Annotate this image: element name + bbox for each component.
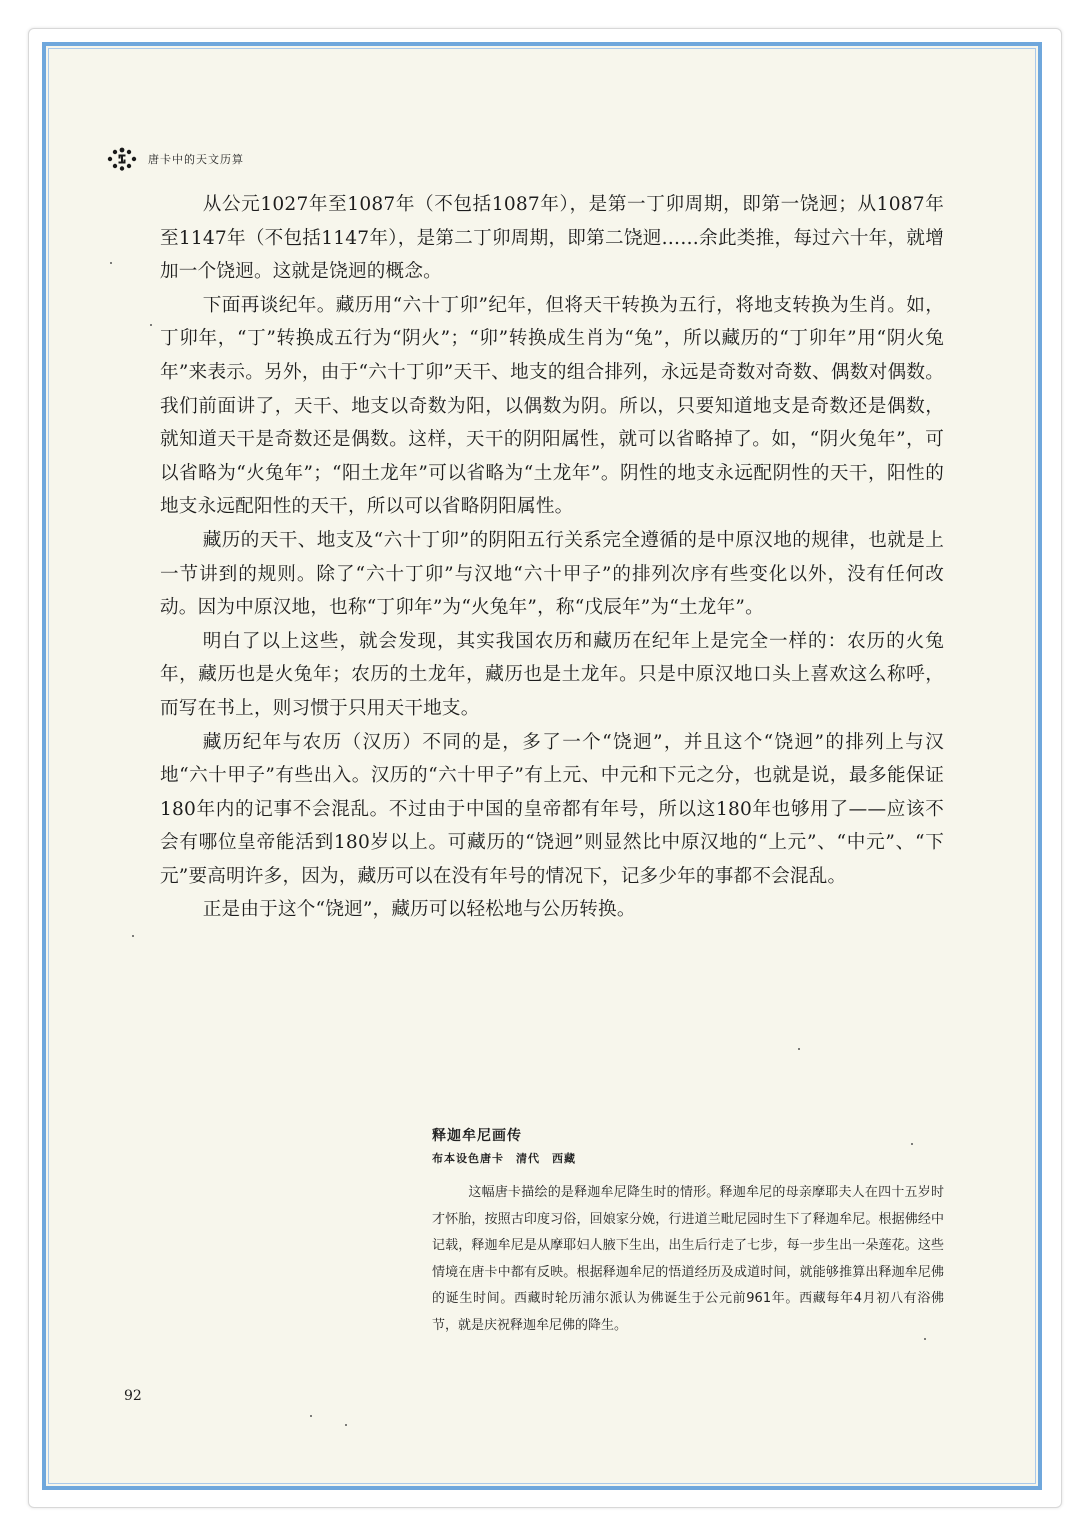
page-number: 92 (124, 1388, 142, 1404)
caption-text: 这幅唐卡描绘的是释迦牟尼降生时的情形。释迦牟尼的母亲摩耶夫人在四十五岁时才怀胎，按照古印度习俗，回娘家分娩，行进道兰毗尼园时生下了释迦牟尼。根据佛经中记载，释迦牟尼是从摩耶妇人腋下生出，出生后行走了七步，每一步生出一朵莲花。这些情境在唐卡中都有反映。根据释迦牟尼的悟道经历及成道时间，就能够推算出释迦牟尼佛的诞生时间。西藏时轮历浦尔派认为佛诞生于公元前961年。西藏每年4月初八有浴佛节，就是庆祝释迦牟尼佛的降生。 (432, 1185, 944, 1333)
paper-speck (150, 324, 152, 326)
running-header-title: 唐卡中的天文历算 (148, 153, 244, 166)
paper-speck (110, 262, 112, 264)
paper-speck (345, 1424, 347, 1426)
paper-speck (924, 1338, 926, 1340)
paper-speck (310, 1415, 312, 1417)
caption-meta: 布本设色唐卡 清代 西藏 (432, 1152, 576, 1165)
paragraph: 正是由于这个“饶迥”，藏历可以轻松地与公历转换。 (202, 899, 636, 921)
paper-speck (911, 1143, 913, 1145)
paragraph: 下面再谈纪年。藏历用“六十丁卯”纪年，但将天干转换为五行，将地支转换为生肖。如，丁卯年，“丁”转换成五行为“阴火”；“卯”转换成生肖为“兔”，所以藏历的“丁卯年”用“阴火兔年”来表示。另外，由于“六十丁卯”天干、地支的组合排列，永远是奇数对奇数、偶数对偶数。我们前面讲了，天干、地支以奇数为阳，以偶数为阴。所以，只要知道地支是奇数还是偶数，就知道天干是奇数还是偶数。这样，天干的阴阳属性，就可以省略掉了。如，“阴火兔年”，可以省略为“火兔年”；“阳土龙年”可以省略为“土龙年”。阴性的地支永远配阴性的天干，阳性的地支永远配阳性的天干，所以可以省略阴阳属性。 (160, 294, 944, 518)
paragraph: 明白了以上这些，就会发现，其实我国农历和藏历在纪年上是完全一样的：农历的火兔年，藏历也是火兔年；农历的土龙年，藏历也是土龙年。只是中原汉地口头上喜欢这么称呼，而写在书上，则习惯于只用天干地支。 (160, 630, 944, 719)
book-page (48, 48, 1036, 1484)
body-text (160, 188, 944, 927)
paper-speck (798, 1048, 800, 1050)
paper-speck (132, 935, 134, 937)
paragraph: 藏历纪年与农历（汉历）不同的是，多了一个“饶迥”，并且这个“饶迥”的排列上与汉地“六十甲子”有些出入。汉历的“六十甲子”有上元、中元和下元之分，也就是说，最多能保证180年内的记事不会混乱。不过由于中国的皇帝都有年号，所以这180年也够用了——应该不会有哪位皇帝能活到180岁以上。可藏历的“饶迥”则显然比中原汉地的“上元”、“中元”、“下元”要高明许多，因为，藏历可以在没有年号的情况下，记多少年的事都不会混乱。 (160, 731, 944, 887)
figure-caption (432, 1125, 944, 1339)
caption-title: 释迦牟尼画传 (432, 1128, 522, 1144)
running-header (106, 146, 244, 172)
swastika-ornament-icon (106, 146, 138, 172)
paragraph: 藏历的天干、地支及“六十丁卯”的阴阳五行关系完全遵循的是中原汉地的规律，也就是上一节讲到的规则。除了“六十丁卯”与汉地“六十甲子”的排列次序有些变化以外，没有任何改动。因为中原汉地，也称“丁卯年”为“火兔年”，称“戊辰年”为“土龙年”。 (160, 529, 944, 619)
paragraph: 从公元1027年至1087年（不包括1087年），是第一丁卯周期，即第一饶迥；从1087年至1147年（不包括1147年），是第二丁卯周期，即第二饶迥……余此类推，每过六十年，就增加一个饶迥。这就是饶迥的概念。 (160, 194, 944, 283)
